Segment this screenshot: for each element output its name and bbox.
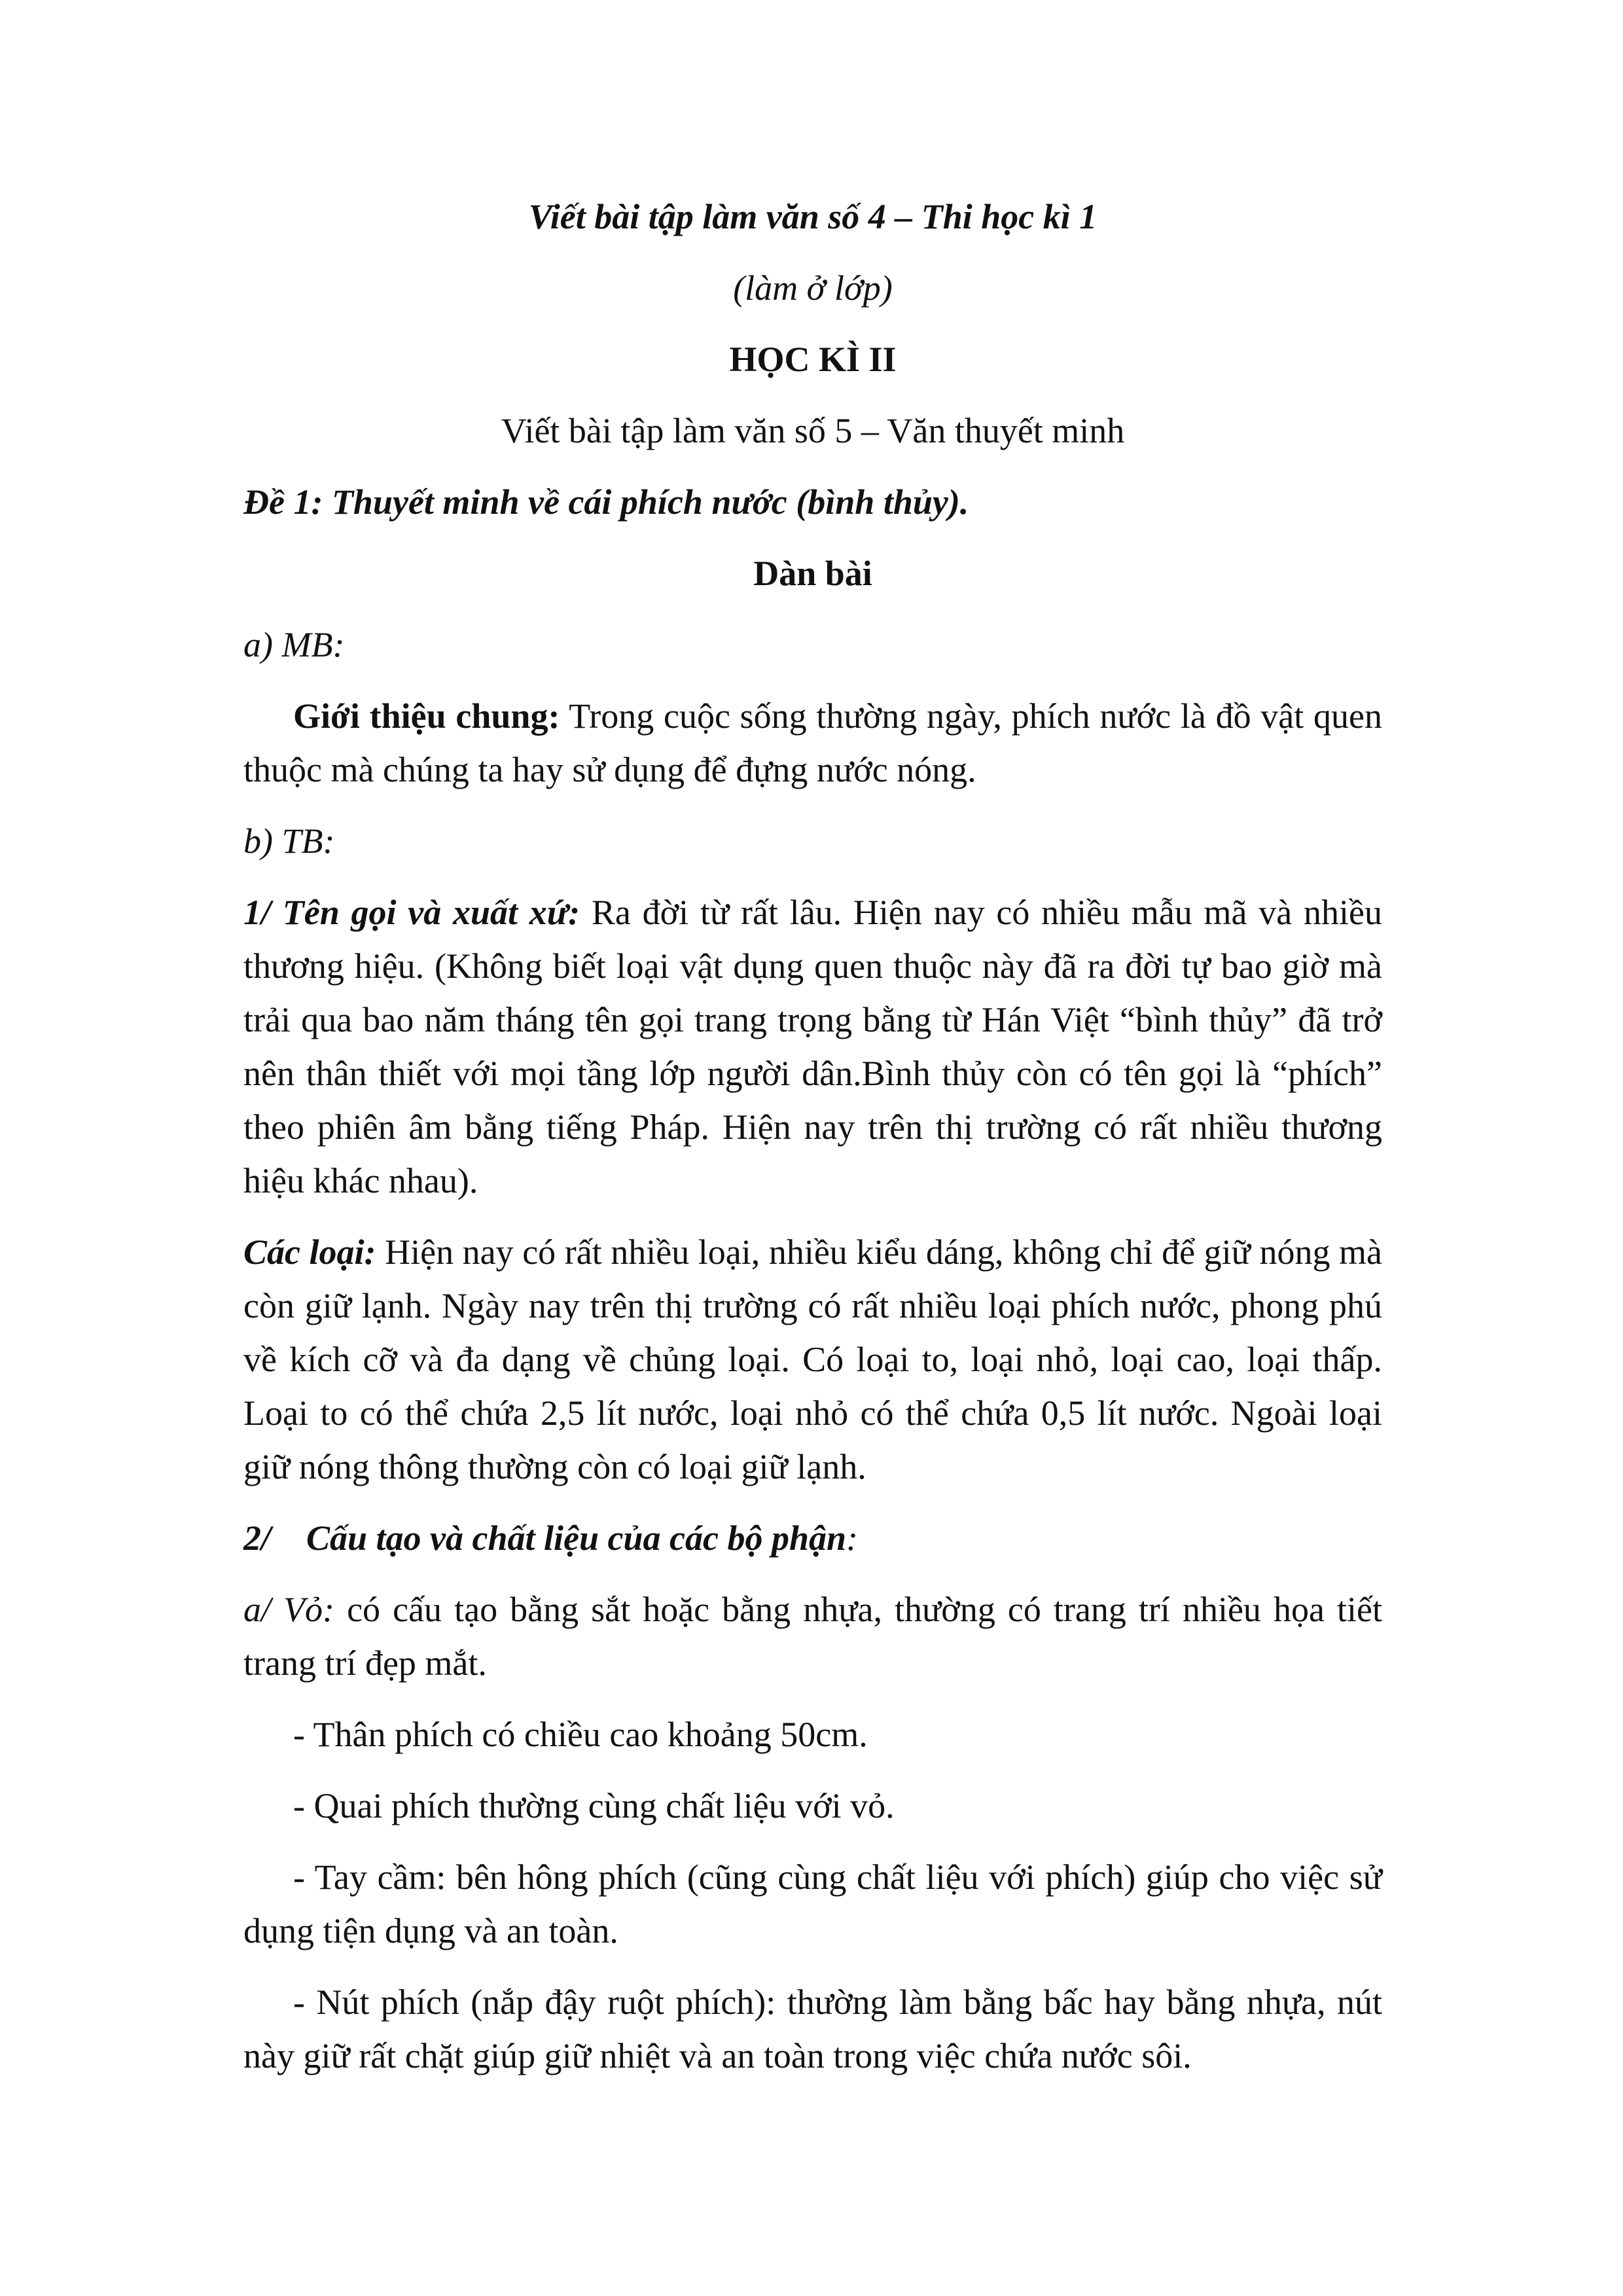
semester-heading: HỌC KÌ II — [729, 340, 897, 379]
topic-title: Đề 1: Thuyết minh về cái phích nước (bình thủy). — [243, 482, 969, 522]
name-origin-text: Ra đời từ rất lâu. Hiện nay có nhiều mẫu mã và nhiều thương hiệu. (Không biết loại vật dụng quen thuộc này đã ra đời tự bao giờ mà trải qua bao năm tháng tên gọi trang trọng bằng từ Hán Việt “bình thủy” đã trở nên thân thiết với mọi tầng lớp người dân.Bình thủy còn có tên gọi là “phích” theo phiên âm bằng tiếng Pháp. Hiện nay trên thị trường có rất nhiều thương hiệu khác nhau). — [243, 893, 1382, 1200]
types-text: Hiện nay có rất nhiều loại, nhiều kiểu dáng, không chỉ để giữ nóng mà còn giữ lạnh. Ngày nay trên thị trường có rất nhiều loại phích nước, phong phú về kích cỡ và đa dạng về chủng loại. Có loại to, loại nhỏ, loại cao, loại thấp. Loại to có thể chứa 2,5 lít nước, loại nhỏ có thể chứa 0,5 lít nước. Ngoài loại giữ nóng thông thường còn có loại giữ lạnh. — [243, 1232, 1382, 1486]
mb-intro-label: Giới thiệu chung: — [293, 696, 560, 736]
mb-intro-text: Trong cuộc sống thường ngày, phích nước là đồ vật quen thuộc mà chúng ta hay sử dụng để đựng nước nóng. — [243, 696, 1382, 789]
section-mb-label: a) MB: — [243, 625, 345, 664]
structure-heading — [243, 1511, 1382, 1565]
shell-paragraph — [243, 1583, 1382, 1690]
types-paragraph — [243, 1225, 1382, 1494]
mb-intro-paragraph — [243, 689, 1382, 797]
assignment-title: Viết bài tập làm văn số 5 – Văn thuyết minh — [501, 411, 1125, 450]
types-label: Các loại: — [243, 1232, 376, 1272]
bullet-handle: - Quai phích thường cùng chất liệu với vỏ. — [293, 1786, 895, 1825]
document-body — [243, 190, 1382, 2083]
header-line-1: Viết bài tập làm văn số 4 – Thi học kì 1 — [528, 197, 1097, 236]
bullet-grip: - Tay cầm: bên hông phích (cũng cùng chất liệu với phích) giúp cho việc sử dụng tiện dụng và an toàn. — [243, 1857, 1382, 1950]
name-origin-label: 1/ Tên gọi và xuất xứ: — [243, 893, 580, 932]
outline-title: Dàn bài — [753, 554, 872, 593]
structure-colon: : — [846, 1518, 859, 1558]
bullet-stopper: - Nút phích (nắp đậy ruột phích): thường làm bằng bấc hay bằng nhựa, nút này giữ rất chặt giúp giữ nhiệt và an toàn trong việc chứa nước sôi. — [243, 1982, 1382, 2075]
shell-label: a/ Vỏ: — [243, 1590, 335, 1629]
name-origin-paragraph — [243, 886, 1382, 1208]
bullet-body-height: - Thân phích có chiều cao khoảng 50cm. — [293, 1715, 868, 1754]
structure-label: 2/ Cấu tạo và chất liệu của các bộ phận — [243, 1518, 847, 1558]
shell-text: có cấu tạo bằng sắt hoặc bằng nhựa, thường có trang trí nhiều họa tiết trang trí đẹp mắt. — [243, 1590, 1382, 1683]
section-tb-label: b) TB: — [243, 821, 335, 861]
header-line-2: (làm ở lớp) — [733, 268, 893, 308]
